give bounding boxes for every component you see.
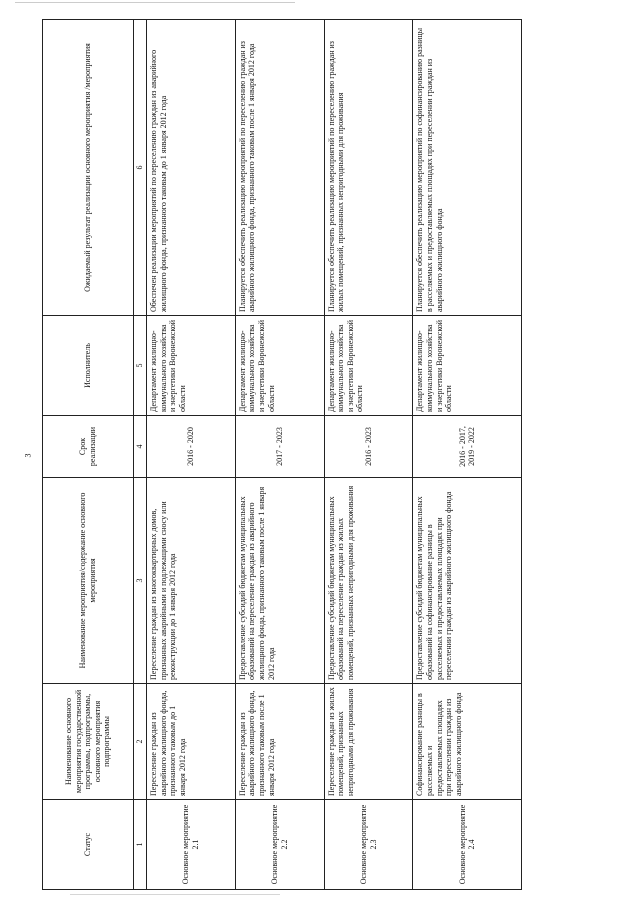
- column-number: 3: [134, 478, 147, 684]
- cell-name: Переселение граждан из аварийного жилищного фонда, признанного таковым после 1 января 2012 года: [235, 684, 324, 800]
- header-executor: Исполнитель: [43, 316, 134, 416]
- header-measure-content: Наименование мероприятия/содержание основного мероприятия: [43, 478, 134, 684]
- column-number-row: [134, 20, 147, 890]
- cell-term: 2016 - 2023: [324, 416, 413, 478]
- column-number: 4: [134, 416, 147, 478]
- cell-name: Переселение граждан из жилых помещений, признанных непригодными для проживания: [324, 684, 413, 800]
- header-row: [43, 20, 134, 890]
- cell-executor: Департамент жилищно-коммунального хозяйства и энергетики Воронежской области: [413, 316, 522, 416]
- cell-executor: Департамент жилищно-коммунального хозяйства и энергетики Воронежской области: [324, 316, 413, 416]
- cell-status: Основное мероприятие 2.3: [324, 800, 413, 890]
- cell-term: 2017 - 2023: [235, 416, 324, 478]
- page-number: 3: [23, 453, 33, 458]
- column-number: 5: [134, 316, 147, 416]
- column-number: 1: [134, 800, 147, 890]
- cell-content: Предоставление субсидий бюджетам муниципальных образований на переселение граждан из аварийного жилищного фонда, признанного таковым после 1 января 2012 года: [235, 478, 324, 684]
- cell-term: 2016 - 2017, 2019 - 2022: [413, 416, 522, 478]
- cell-result: Обеспечен реализации мероприятий по переселению граждан из аварийного жилищного фонда, признанного таковым до 1 января 2012 года: [147, 20, 236, 316]
- cell-name: Переселение граждан из аварийного жилищного фонда, признанного таковым до 1 января 2012 года: [147, 684, 236, 800]
- cell-status: Основное мероприятие 2.4: [413, 800, 522, 890]
- cell-status: Основное мероприятие 2.1: [147, 800, 236, 890]
- header-term: Срок реализации: [43, 416, 134, 478]
- measures-table: [42, 19, 522, 890]
- cell-name: Софинансирование разницы в расселяемых и предоставляемых площадях при переселении граждан из аварийного жилищного фонда: [413, 684, 522, 800]
- cell-content: Предоставление субсидий бюджетам муниципальных образований на переселение граждан из жилых помещений, признанных непригодными для проживания: [324, 478, 413, 684]
- scan-edge-line-bottom: [70, 894, 280, 895]
- table-row: [235, 20, 324, 890]
- rotated-table-container: [42, 20, 522, 890]
- header-status: Статус: [43, 800, 134, 890]
- table-row: [413, 20, 522, 890]
- cell-result: Планируется обеспечить реализацию мероприятий по переселению граждан из жилых помещений, признанных непригодными для проживания: [324, 20, 413, 316]
- table-row: [147, 20, 236, 890]
- table-row: [324, 20, 413, 890]
- cell-status: Основное мероприятие 2.2: [235, 800, 324, 890]
- column-number: 2: [134, 684, 147, 800]
- cell-content: Предоставление субсидий бюджетам муниципальных образований на софинансирование разницы в расселяемых и предоставляемых площадях при переселении граждан из аварийного жилищного фонда: [413, 478, 522, 684]
- cell-executor: Департамент жилищно-коммунального хозяйства и энергетики Воронежской области: [147, 316, 236, 416]
- cell-result: Планируется обеспечить реализацию мероприятий по переселению граждан из аварийного жилищного фонда, признанного таковым после 1 января 2012 года: [235, 20, 324, 316]
- header-main-measure-name: Наименование основного мероприятия государственной программы, подпрограммы, основного мероприятия подпрограммы: [43, 684, 134, 800]
- header-expected-result: Ожидаемый результат реализации основного мероприятия /мероприятия: [43, 20, 134, 316]
- cell-result: Планируется обеспечить реализацию мероприятий по софинансированию разницы в расселяемых и предоставляемых площадях при переселении граждан из аварийного жилищного фонда: [413, 20, 522, 316]
- scan-edge-line: [15, 2, 295, 3]
- cell-content: Переселение граждан из многоквартирных домов, признанных аварийными и подлежащими сносу или реконструкции до 1 января 2012 года: [147, 478, 236, 684]
- column-number: 6: [134, 20, 147, 316]
- cell-term: 2016 - 2020: [147, 416, 236, 478]
- cell-executor: Департамент жилищно-коммунального хозяйства и энергетики Воронежской области: [235, 316, 324, 416]
